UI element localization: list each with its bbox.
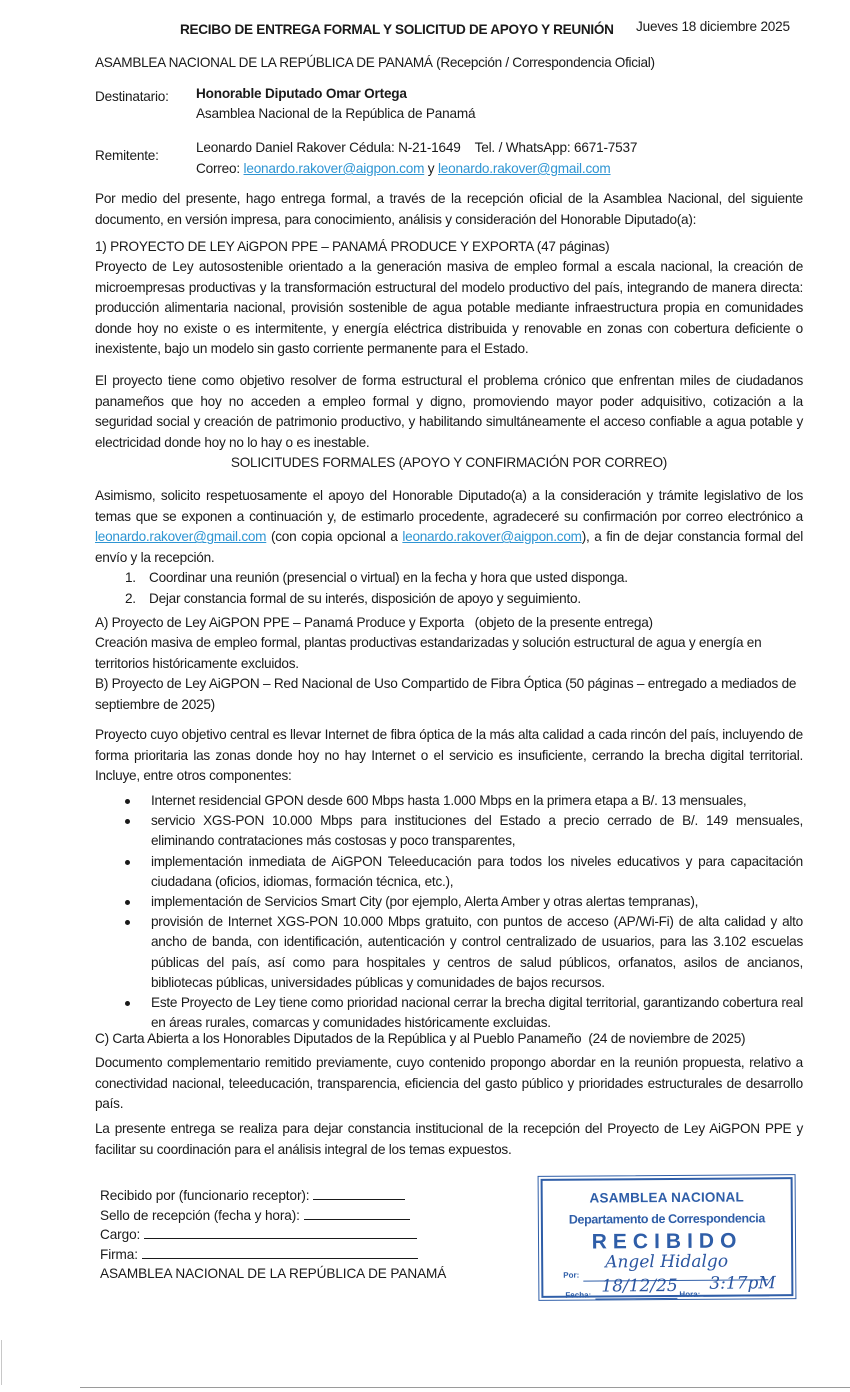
list-number: 2.	[125, 590, 136, 606]
bullet-icon	[125, 920, 130, 925]
list-number: 1.	[125, 570, 136, 585]
project1-heading: 1) PROYECTO DE LEY AiGPON PPE – PANAMÁ PRODUCE Y EXPORTA (47 páginas)	[95, 239, 610, 254]
signature-line	[142, 1246, 418, 1259]
stamp-status: RECIBIDO	[591, 1229, 743, 1254]
bullet-item	[125, 892, 803, 912]
closing-paragraph: La presente entrega se realiza para dejar constancia institucional de la recepción del Proyecto de Ley AiGPON PPE y facilitar su coordinación para el análisis integral de los temas expuestos.	[95, 1121, 803, 1157]
signature-block	[100, 1186, 446, 1284]
received-by-label: Recibido por (funcionario receptor):	[100, 1188, 314, 1203]
bullet-text: Internet residencial GPON desde 600 Mbps hasta 1.000 Mbps en la primera etapa a B/. 13 mensuales,	[151, 793, 747, 808]
stamp-hora-line	[703, 1295, 769, 1296]
bullet-text: Este Proyecto de Ley tiene como prioridad nacional cerrar la brecha digital territorial, garantizando cobertura real en áreas rurales, comarcas y comunidades históricamente excluidas.	[151, 995, 803, 1031]
bullet-item	[125, 993, 803, 1033]
section-b-heading: B) Proyecto de Ley AiGPON – Red Nacional de Uso Compartido de Fibra Óptica (50 páginas – entregado a mediados de septiembre de 2025)	[95, 676, 797, 712]
requests-email-primary[interactable]: leonardo.rakover@gmail.com	[95, 529, 267, 545]
bullet-text: implementación inmediata de AiGPON Teleeducación para todos los niveles educativos y para capacitación ciudadana (oficios, idiomas, formación técnica, etc.),	[151, 853, 803, 889]
requests-text-before: Asimismo, solicito respetuosamente el apoyo del Honorable Diputado(a) a la consideración y trámite legislativo de los temas que se exponen a continuación y, de estimarlo procedente, agradeceré su confirmación por correo electrónico a	[95, 488, 803, 524]
position-line	[144, 1226, 417, 1239]
stamp-fecha-value: 18/12/25	[601, 1275, 678, 1297]
list-text: Dejar constancia formal de su interés, disposición de apoyo y seguimiento.	[149, 590, 581, 606]
section-a-heading: A) Proyecto de Ley AiGPON PPE – Panamá Produce y Exporta (objeto de la presente entrega)	[95, 615, 653, 630]
signature-field[interactable]	[100, 1245, 446, 1265]
requests-list-item	[125, 568, 628, 589]
email-label: Correo:	[196, 161, 244, 176]
sender-emails	[196, 161, 611, 176]
requests-heading: SOLICITUDES FORMALES (APOYO Y CONFIRMACIÓN POR CORREO)	[230, 455, 668, 470]
section-a-text: Creación masiva de empleo formal, plantas productivas estandarizadas y solución estructural de agua y energía en territorios históricamente excluidos.	[95, 635, 762, 671]
reception-stamp	[541, 1177, 794, 1298]
bullet-item	[125, 811, 803, 851]
stamp-por-value: Angel Hidalgo	[605, 1251, 729, 1273]
recipient-name: Honorable Diputado Omar Ortega	[196, 86, 407, 101]
document-title: RECIBO DE ENTREGA FORMAL Y SOLICITUD DE APOYO Y REUNIÓN	[180, 22, 614, 37]
bullet-item	[125, 852, 803, 892]
stamp-hora-label: Hora:	[679, 1289, 701, 1299]
requests-text-middle: (con copia opcional a	[266, 529, 403, 545]
signature-label: Firma:	[100, 1246, 142, 1262]
position-field[interactable]	[100, 1225, 446, 1245]
section-c-text: Documento complementario remitido previamente, cuyo contenido propongo abordar en la reunión propuesta, relativo a conectividad nacional, teleeducación, transparencia, eficiencia del gasto público y prioridades estructurales de desarrollo país.	[95, 1055, 803, 1112]
requests-list	[125, 568, 628, 609]
section-b-bullets	[125, 791, 803, 1033]
requests-list-item	[125, 589, 628, 610]
recipient-institution: Asamblea Nacional de la República de Panamá	[196, 106, 476, 121]
email-link-aigpon[interactable]: leonardo.rakover@aigpon.com	[243, 161, 425, 176]
stamp-datetime-field[interactable]	[100, 1206, 446, 1226]
bullet-icon	[125, 860, 130, 865]
received-by-field[interactable]	[100, 1186, 446, 1206]
list-text: Coordinar una reunión (presencial o virtual) en la fecha y hora que usted disponga.	[149, 570, 628, 585]
stamp-por-label: Por:	[563, 1270, 580, 1280]
bullet-icon	[125, 799, 130, 804]
stamp-datetime-label: Sello de recepción (fecha y hora):	[100, 1207, 304, 1223]
section-b-text: Proyecto cuyo objetivo central es llevar Internet de fibra óptica de la más alta calidad a cada rincón del país, incluyendo de forma prioritaria las zonas donde hoy no hay Internet o el servicio es insuficiente, cerrando la brecha digital territorial. Incluye, entre otros componentes:	[95, 727, 803, 784]
recipient-label: Destinatario:	[95, 89, 169, 104]
institution-line: ASAMBLEA NACIONAL DE LA REPÚBLICA DE PANAMÁ (Recepción / Correspondencia Oficial)	[95, 55, 655, 70]
scan-edge-left	[1, 1340, 2, 1385]
signature-institution: ASAMBLEA NACIONAL DE LA REPÚBLICA DE PANAMÁ	[100, 1266, 447, 1281]
document-date: Jueves 18 diciembre 2025	[636, 19, 790, 34]
stamp-datetime-line	[304, 1207, 410, 1220]
project1-description: Proyecto de Ley autosostenible orientado a la generación masiva de empleo formal a escala nacional, la creación de microempresas productivas y la transformación estructural del modelo productivo del país, integrando de manera directa: producción alimentaria nacional, provisión sostenible de agua potable mediante infraestructura propia en comunidades donde hoy no existe o es intermitente, y energía eléctrica distribuida y renovable en zonas con cobertura deficiente o inexistente, bajo un modelo sin gasto corriente permanente para el Estado.	[95, 259, 803, 357]
received-by-line	[313, 1187, 405, 1200]
stamp-fecha-label: Fecha:	[565, 1290, 592, 1300]
bullet-item	[125, 791, 803, 811]
stamp-fecha-line	[595, 1298, 677, 1300]
bullet-item	[125, 912, 803, 993]
bullet-text: implementación de Servicios Smart City (por ejemplo, Alerta Amber y otras alertas tempranas),	[151, 894, 699, 910]
bullet-icon	[125, 900, 130, 905]
bullet-text: servicio XGS-PON 10.000 Mbps para instituciones del Estado a precio cerrado de B/. 149 mensuales, eliminando contrataciones más costosas y poco transparentes,	[151, 813, 803, 849]
bullet-text: provisión de Internet XGS-PON 10.000 Mbps gratuito, con puntos de acceso (AP/Wi-Fi) de alta calidad y alto ancho de banda, con identificación, autenticación y control centralizado de usuarios, para las 3.102 escuelas públicas del país, así como para hospitales y centros de salud públicos, orfanatos, asilos de ancianos, bibliotecas públicas, universidades públicas y comunidades de bajos recursos.	[151, 914, 803, 990]
requests-email-copy[interactable]: leonardo.rakover@aigpon.com	[402, 529, 582, 545]
email-link-gmail[interactable]: leonardo.rakover@gmail.com	[437, 161, 611, 176]
position-label: Cargo:	[100, 1227, 144, 1242]
project1-objective: El proyecto tiene como objetivo resolver de forma estructural el problema crónico que enfrentan miles de ciudadanos panameños que hoy no acceden a empleo formal y digno, promoviendo mayor poder adquisitivo, cotización a la seguridad social y creación de patrimonio productivo, y habilitando simultáneamente el acceso confiable a agua potable y electricidad donde hoy no lo hay o es inestable.	[95, 373, 803, 450]
email-joiner: y	[424, 161, 438, 176]
stamp-hora-value: 3:17pM	[709, 1273, 776, 1294]
stamp-department: Departamento de Correspondencia	[568, 1211, 765, 1227]
requests-text-after: ), a fin de dejar constancia formal del envío y la recepción.	[95, 529, 803, 565]
requests-paragraph	[95, 486, 803, 568]
sender-info: Leonardo Daniel Rakover Cédula: N-21-1649 Tel. / WhatsApp: 6671-7537	[196, 140, 638, 155]
scan-edge-bottom	[80, 1387, 850, 1388]
sender-label: Remitente:	[95, 148, 159, 163]
bullet-icon	[125, 819, 130, 824]
stamp-title: ASAMBLEA NACIONAL	[589, 1189, 744, 1206]
intro-paragraph: Por medio del presente, hago entrega formal, a través de la recepción oficial de la Asamblea Nacional, del siguiente documento, en versión impresa, para conocimiento, análisis y consideración del Honorable Diputado(a):	[95, 191, 803, 227]
section-c-heading: C) Carta Abierta a los Honorables Diputados de la República y al Pueblo Panameño (24 de noviembre de 2025)	[95, 1031, 746, 1046]
bullet-icon	[125, 1001, 130, 1006]
